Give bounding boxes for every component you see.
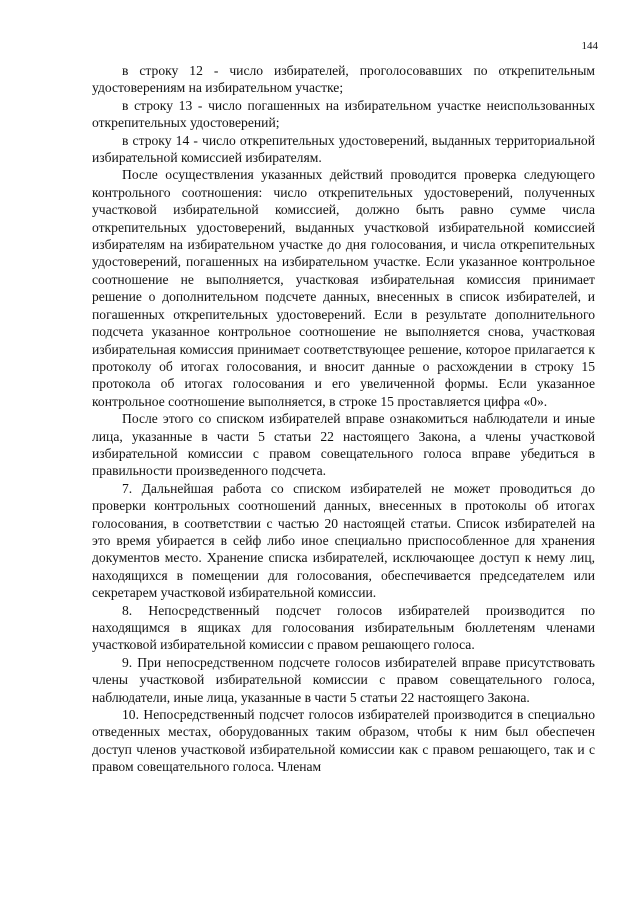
paragraph-control-check: После осуществления указанных действий проводится проверка следующего контрольного соотношения: число открепительных удостоверений, полученных участковой избирательной комиссией, должно быть равно сумме числа открепительных удостоверений, выданных участковой избирательной комиссией избирателям на избирательном участке до дня голосования, и числа открепительных удостоверений, погашенных на избирательном участке. Если указанное контрольное соотношение не выполняется, участковая избирательная комиссия принимает решение о дополнительном подсчете данных, внесенных в список избирателей, и погашенных открепительных удостоверений. Если в результате дополнительного подсчета указанное контрольное соотношение не выполняется снова, участковая избирательная комиссия принимает соответствующее решение, которое прилагается к протоколу об итогах голосования, и вносит данные о расхождении в строку 15 протокола об итогах голосования и его увеличенной формы. Если указанное контрольное соотношение выполняется, в строке 15 проставляется цифра «0».	[92, 167, 595, 409]
document-body	[92, 62, 595, 776]
paragraph-9: 9. При непосредственном подсчете голосов избирателей вправе присутствовать члены участковой избирательной комиссии с правом совещательного голоса, наблюдатели, иные лица, указанные в части 5 статьи 22 настоящего Закона.	[92, 654, 595, 705]
paragraph-7: 7. Дальнейшая работа со списком избирателей не может проводиться до проверки контрольных соотношений данных, внесенных в протоколы об итогах голосования, в соответствии с частью 20 настоящей статьи. Список избирателей на это время убирается в сейф либо иное специально приспособленное для хранения документов место. Хранение списка избирателей, исключающее доступ к нему лиц, находящихся в помещении для голосования, обеспечивается председателем или секретарем участковой избирательной комиссии.	[92, 480, 595, 601]
page-number: 144	[581, 40, 598, 52]
paragraph-line-13: в строку 13 - число погашенных на избирательном участке неиспользованных открепительных удостоверений;	[92, 97, 595, 131]
paragraph-8: 8. Непосредственный подсчет голосов избирателей производится по находящимся в ящиках для голосования избирательным бюллетеням членами участковой избирательной комиссии с правом решающего голоса.	[92, 602, 595, 653]
paragraph-observers: После этого со списком избирателей вправе ознакомиться наблюдатели и иные лица, указанные в части 5 статьи 22 настоящего Закона, а члены участковой избирательной комиссии с правом совещательного голоса вправе убедиться в правильности произведенного подсчета.	[92, 411, 595, 479]
paragraph-10: 10. Непосредственный подсчет голосов избирателей производится в специально отведенных местах, оборудованных таким образом, чтобы к ним был обеспечен доступ членов участковой избирательной комиссии как с правом решающего, так и с правом совещательного голоса. Членам	[92, 707, 595, 775]
paragraph-line-14: в строку 14 - число открепительных удостоверений, выданных территориальной избирательной комиссией избирателям.	[92, 132, 595, 166]
paragraph-line-12: в строку 12 - число избирателей, проголосовавших по открепительным удостоверениям на избирательном участке;	[92, 63, 595, 96]
